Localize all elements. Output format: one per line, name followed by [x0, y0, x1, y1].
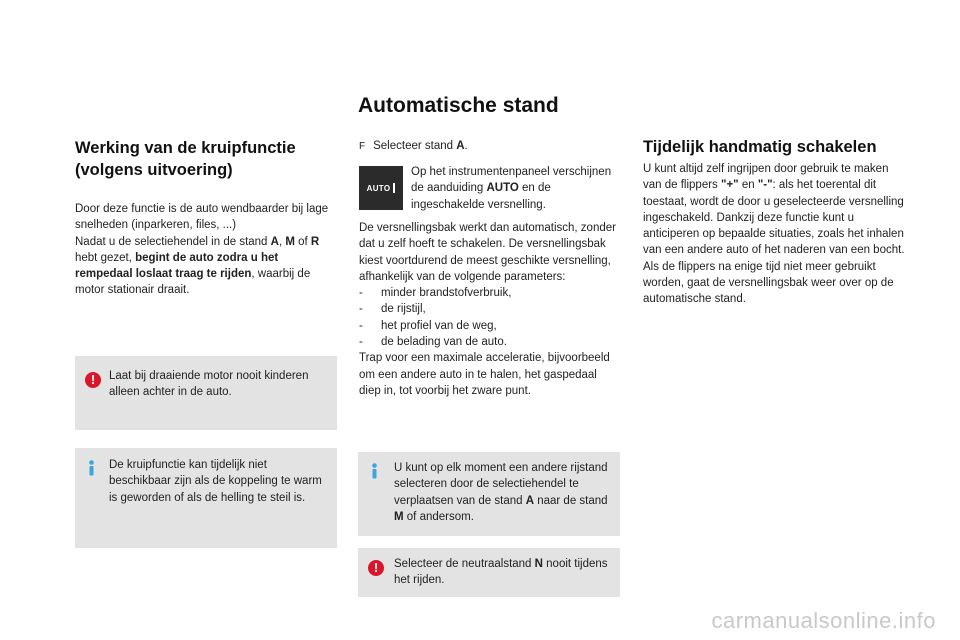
info-icon: [368, 463, 381, 479]
text-span: Selecteer de neutraalstand: [394, 558, 535, 570]
list-item: - de rijstijl,: [359, 303, 426, 316]
text-span: en: [738, 179, 758, 192]
bullet-icon: F: [359, 141, 366, 152]
text-span: U kunt op elk moment een andere rijstand selecteren door de selectiehendel te verplaatsen van de stand: [394, 462, 608, 507]
list-item-text: het profiel van de weg,: [381, 319, 497, 332]
warning-box-children: [75, 356, 337, 430]
bold-span: A: [270, 235, 279, 248]
list-item-text: de rijstijl,: [381, 303, 426, 316]
text-span: nooit tijdens het rijden.: [394, 558, 608, 587]
text-span: : als het toerental dit toestaat, wordt de door u geselecteerde versnelling ingeschakeld. Dankzij deze functie kunt u anticiperen op bepaalde situaties, zoals het inhalen van een andere auto of het naderen van een bocht. Als de flippers na enige tijd niet meer gebruikt worden, gaat de versnellingsbak weer over op de automatische stand.: [643, 179, 905, 306]
list-item: - de belading van de auto.: [359, 336, 507, 349]
auto-indicator-image: [359, 166, 403, 210]
select-instruction: [359, 138, 619, 155]
info-text: De kruipfunctie kan tijdelijk niet beschikbaar zijn als de koppeling te warm is geworden of als de helling te steil is.: [109, 459, 322, 504]
list-item-text: minder brandstofverbruik,: [381, 287, 512, 300]
bold-span: "-": [757, 179, 773, 192]
bold-span: A: [525, 494, 535, 507]
warning-text: [394, 556, 612, 589]
text-span: U kunt altijd zelf ingrijpen door gebruik te maken van de flippers: [643, 163, 889, 192]
handmatig-heading: Tijdelijk handmatig schakelen: [643, 138, 877, 156]
bold-span: M: [394, 510, 404, 523]
bold-span: R: [310, 235, 320, 248]
kruipfunctie-paragraph: [75, 201, 337, 299]
acceleration-text: Trap voor een maximale acceleratie, bijvoorbeeld om een andere auto in te halen, het gaspedaal diep in, tot voorbij het zware punt.: [359, 352, 610, 397]
text-span: .: [464, 140, 468, 152]
text-span: of: [294, 235, 311, 248]
badge-bar-icon: [393, 183, 395, 193]
bold-span: begint de auto zodra u het rempedaal loslaat traag te rijden: [75, 251, 279, 281]
list-item: - het profiel van de weg,: [359, 319, 497, 332]
text-span: , waarbij de motor stationair draait.: [75, 268, 311, 297]
text-span: en de ingeschakelde versnelling.: [411, 182, 551, 211]
bold-span: A: [456, 140, 465, 152]
bold-span: M: [285, 235, 295, 248]
watermark: carmanualsonline.info: [711, 608, 936, 633]
info-box-kruipfunctie: [75, 448, 337, 548]
info-box-rijstand: [358, 452, 620, 536]
text-span: ,: [278, 235, 286, 248]
warning-text: Laat bij draaiende motor nooit kinderen alleen achter in de auto.: [109, 370, 309, 399]
bold-span: "+": [721, 179, 739, 192]
warning-box-neutraal: [358, 548, 620, 597]
bold-span: AUTO: [486, 182, 519, 195]
text-span: Nadat u de selectiehendel in de stand: [75, 235, 271, 248]
text-span: hebt gezet,: [75, 251, 136, 264]
kruipfunctie-heading: Werking van de kruipfunctie (volgens uitvoering): [75, 139, 296, 179]
kruipfunctie-intro: Door deze functie is de auto wendbaarder bij lage snelheden (inparkeren, files, ...): [75, 203, 329, 232]
warning-icon: !: [368, 560, 384, 576]
text-span: Op het instrumentenpaneel verschijnen de aanduiding: [411, 166, 612, 195]
text-span: of andersom.: [403, 510, 474, 523]
parameters-paragraph: [359, 220, 621, 399]
info-icon: [85, 460, 98, 476]
auto-badge-label: AUTO: [366, 183, 391, 193]
parameters-intro: De versnellingsbak werkt dan automatisch, zonder dat u zelf hoeft te schakelen. De versnellingsbak kiest voortdurend de meest geschikte versnelling, afhankelijk van de volgende parameters:: [359, 222, 616, 283]
text-span: naar de stand: [534, 494, 608, 507]
warning-icon: !: [85, 372, 101, 388]
list-item: - minder brandstofverbruik,: [359, 287, 512, 300]
info-text: [394, 460, 612, 525]
bold-span: N: [534, 558, 543, 570]
list-item-text: de belading van de auto.: [381, 336, 507, 349]
text-span: Selecteer stand: [373, 140, 457, 152]
page-title: Automatische stand: [358, 94, 559, 117]
handmatig-paragraph: [643, 161, 907, 308]
instrument-paragraph: [411, 164, 621, 213]
